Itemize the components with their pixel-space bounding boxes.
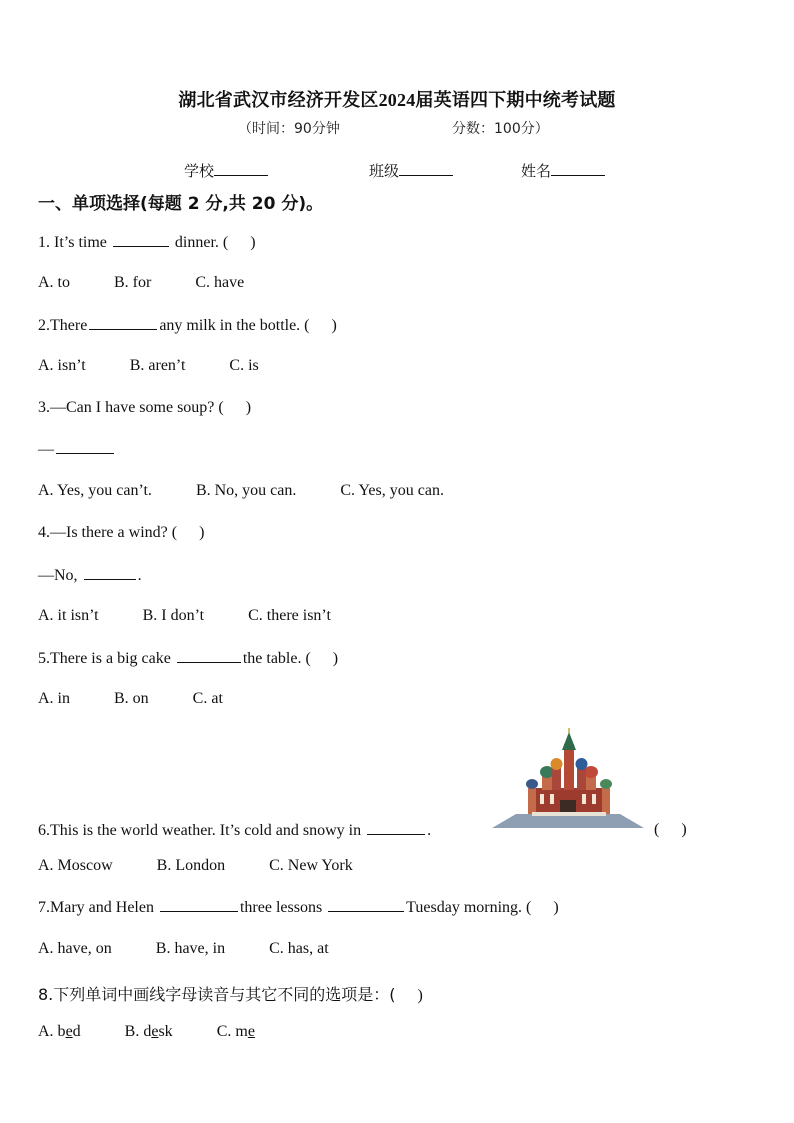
q2-options — [38, 357, 259, 375]
q6-answer-paren — [654, 821, 687, 839]
q1-text: 1. It’s time — [38, 234, 107, 251]
q2-blank — [89, 316, 157, 330]
q5-text: 5.There is a big cake — [38, 650, 171, 667]
q5-close: ) — [332, 650, 339, 667]
q3-option-b: B. No, you can. — [195, 482, 297, 499]
q3-dash: — — [38, 441, 54, 458]
q6-option-c: C. New York — [269, 857, 353, 874]
q2-option-b: B. aren’t — [129, 357, 186, 374]
class-field — [369, 160, 453, 181]
q4-option-c: C. there isn’t — [248, 607, 331, 624]
exam-title: 湖北省武汉市经济开发区2024届英语四下期中统考试题 — [178, 90, 616, 110]
q8-option-c: C. me — [216, 1023, 255, 1040]
q4-close: ) — [199, 524, 205, 541]
q3-options — [38, 482, 444, 500]
question-5 — [38, 649, 338, 668]
q4-option-a: A. it isn’t — [38, 607, 99, 624]
q6-option-a: A. Moscow — [38, 857, 113, 874]
q5-option-c: C. at — [192, 690, 223, 707]
q8-b-underlined: e — [151, 1023, 159, 1040]
q7-blank-2 — [328, 898, 404, 912]
q1-blank — [113, 233, 169, 247]
q6-option-b: B. London — [156, 857, 226, 874]
q7-option-a: A. have, on — [38, 940, 112, 957]
moscow-cathedral-image — [492, 728, 644, 830]
class-label: 班级 — [369, 162, 400, 180]
q8-option-a: A. bed — [38, 1023, 81, 1040]
section-title: 一、单项选择(每题 2 分,共 20 分)。 — [38, 194, 324, 214]
q7-blank-1 — [160, 898, 238, 912]
q6-close: ) — [681, 821, 687, 838]
q7-text: 7.Mary and Helen — [38, 899, 154, 916]
q1-option-a: A. to — [38, 274, 70, 291]
name-blank — [551, 161, 605, 176]
school-field — [184, 160, 268, 181]
question-6 — [38, 821, 431, 840]
question-4 — [38, 524, 204, 542]
q1-options — [38, 274, 244, 292]
q8-options — [38, 1023, 255, 1041]
q6-period: . — [427, 822, 432, 839]
exam-time: （时间：90分钟 — [238, 121, 340, 137]
q2-option-c: C. is — [229, 357, 259, 374]
q5-option-a: A. in — [38, 690, 70, 707]
q3-option-c: C. Yes, you can. — [340, 482, 444, 499]
q7-close: ) — [553, 899, 559, 916]
class-blank — [399, 161, 453, 176]
q3-option-a: A. Yes, you can’t. — [38, 482, 152, 499]
q6-blank — [367, 821, 425, 835]
name-field — [521, 160, 605, 181]
q5-text-2: the table. ( — [242, 650, 311, 667]
q6-open: ( — [654, 821, 660, 838]
q8-text: 8.下列单词中画线字母读音与其它不同的选项是：( — [38, 985, 396, 1004]
question-2 — [38, 316, 337, 335]
school-blank — [214, 161, 268, 176]
question-7 — [38, 898, 559, 917]
central-tower — [564, 744, 574, 790]
q5-options — [38, 690, 223, 708]
exam-score: 分数：100分） — [452, 121, 549, 137]
dome-blue — [576, 758, 588, 770]
q4-blank — [84, 566, 136, 580]
q8-option-b: B. desk — [124, 1023, 173, 1040]
q4-answer-text: —No, — [38, 567, 78, 584]
q8-close: ) — [417, 987, 423, 1004]
q7-text-2: three lessons — [239, 899, 323, 916]
q7-text-3: Tuesday morning. ( — [406, 899, 532, 916]
school-label: 学校 — [184, 162, 215, 180]
q1-option-c: C. have — [195, 274, 245, 291]
q4-period: . — [137, 567, 142, 584]
q6-options — [38, 857, 353, 875]
q3-close: ) — [245, 399, 252, 416]
q8-a-underlined: e — [65, 1023, 73, 1040]
name-label: 姓名 — [521, 162, 552, 180]
q7-option-c: C. has, at — [269, 940, 329, 957]
question-1 — [38, 233, 256, 252]
q2-text-2: any milk in the bottle. ( — [159, 317, 310, 334]
question-3 — [38, 399, 251, 417]
q2-option-a: A. isn’t — [38, 357, 86, 374]
q7-options — [38, 940, 329, 958]
q6-text: 6.This is the world weather. It’s cold and snowy in — [38, 822, 362, 839]
q1-text-2: dinner. ( — [174, 234, 229, 251]
q1-close: ) — [250, 234, 256, 251]
q3-blank — [56, 440, 114, 454]
q4-answer-line — [38, 566, 142, 585]
q4-text: 4.—Is there a wind? ( — [38, 524, 178, 541]
q5-option-b: B. on — [114, 690, 149, 707]
q4-option-b: B. I don’t — [142, 607, 205, 624]
q8-c-underlined: e — [247, 1023, 255, 1040]
q7-option-b: B. have, in — [155, 940, 226, 957]
q4-options — [38, 607, 331, 625]
q2-close: ) — [331, 317, 337, 334]
q3-text: 3.—Can I have some soup? ( — [38, 399, 224, 416]
q2-text: 2.There — [38, 317, 88, 334]
q5-blank — [177, 649, 241, 663]
q3-answer-line — [38, 440, 116, 459]
dome-orange — [551, 758, 563, 770]
question-8 — [38, 982, 423, 1005]
cathedral-base — [492, 814, 644, 828]
q1-option-b: B. for — [114, 274, 152, 291]
